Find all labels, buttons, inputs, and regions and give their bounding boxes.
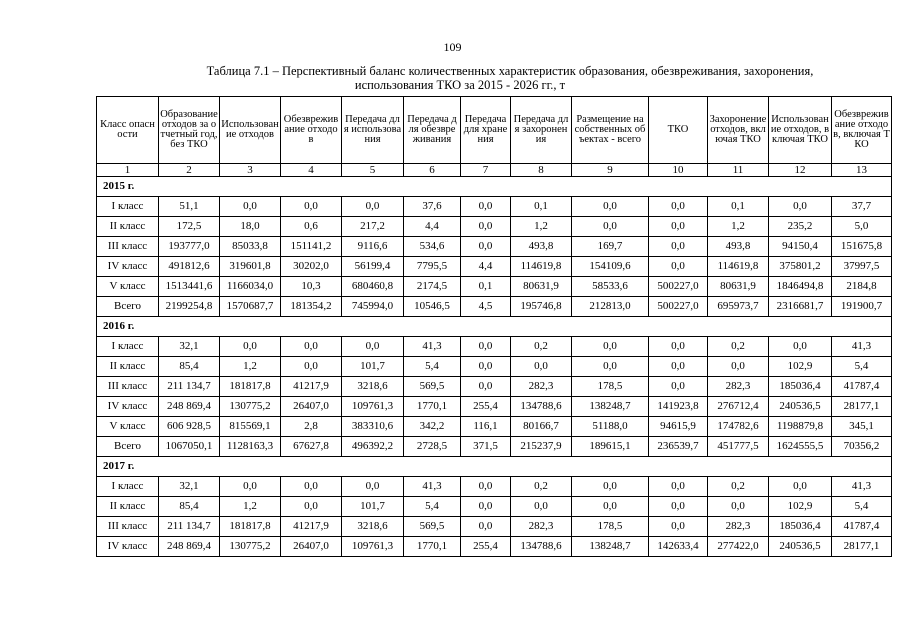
- year-section-row: [97, 457, 892, 477]
- value-cell: 215237,9: [511, 437, 572, 457]
- value-cell: 5,4: [832, 497, 892, 517]
- value-cell: 0,0: [572, 357, 649, 377]
- value-cell: 1770,1: [404, 537, 461, 557]
- value-cell: 41787,4: [832, 377, 892, 397]
- value-cell: 181817,8: [220, 517, 281, 537]
- value-cell: 277422,0: [708, 537, 769, 557]
- value-cell: 114619,8: [708, 257, 769, 277]
- column-number: 4: [281, 164, 342, 177]
- header-utilization: Использование отходов: [220, 97, 281, 164]
- column-number: 12: [769, 164, 832, 177]
- value-cell: 0,0: [461, 337, 511, 357]
- value-cell: 51,1: [159, 197, 220, 217]
- value-cell: 0,0: [220, 337, 281, 357]
- value-cell: 0,1: [511, 197, 572, 217]
- table-row: [97, 337, 892, 357]
- value-cell: 1128163,3: [220, 437, 281, 457]
- header-hazard-class: Класс опасности: [97, 97, 159, 164]
- value-cell: 0,0: [461, 237, 511, 257]
- value-cell: 0,0: [220, 477, 281, 497]
- value-cell: 94615,9: [649, 417, 708, 437]
- value-cell: 240536,5: [769, 537, 832, 557]
- value-cell: 451777,5: [708, 437, 769, 457]
- value-cell: 0,0: [572, 337, 649, 357]
- value-cell: 235,2: [769, 217, 832, 237]
- value-cell: 1513441,6: [159, 277, 220, 297]
- value-cell: 181354,2: [281, 297, 342, 317]
- table-row: [97, 357, 892, 377]
- table-row: [97, 517, 892, 537]
- header-neutralization-incl-tko: Обезвреживание отходов, включая ТКО: [832, 97, 892, 164]
- value-cell: 26407,0: [281, 397, 342, 417]
- value-cell: 32,1: [159, 477, 220, 497]
- value-cell: 500227,0: [649, 297, 708, 317]
- value-cell: 0,6: [281, 217, 342, 237]
- hazard-class-cell: V класс: [97, 277, 159, 297]
- value-cell: 534,6: [404, 237, 461, 257]
- table-row: [97, 197, 892, 217]
- page-number: 109: [443, 40, 462, 54]
- value-cell: 0,0: [511, 357, 572, 377]
- value-cell: 3218,6: [342, 517, 404, 537]
- value-cell: 189615,1: [572, 437, 649, 457]
- value-cell: 0,2: [708, 477, 769, 497]
- value-cell: 0,0: [572, 197, 649, 217]
- value-cell: 101,7: [342, 357, 404, 377]
- hazard-class-cell: III класс: [97, 377, 159, 397]
- value-cell: 134788,6: [511, 537, 572, 557]
- value-cell: 195746,8: [511, 297, 572, 317]
- value-cell: 141923,8: [649, 397, 708, 417]
- header-generation: Образование отходов за отчетный год, без ТКО: [159, 97, 220, 164]
- value-cell: 319601,8: [220, 257, 281, 277]
- balance-table: [96, 96, 892, 557]
- value-cell: 70356,2: [832, 437, 892, 457]
- header-transfer-burial: Передача для захоронения: [511, 97, 572, 164]
- value-cell: 178,5: [572, 377, 649, 397]
- value-cell: 0,0: [281, 357, 342, 377]
- hazard-class-cell: I класс: [97, 477, 159, 497]
- caption-line-2: использования ТКО за 2015 - 2026 гг., т: [354, 78, 566, 92]
- value-cell: 345,1: [832, 417, 892, 437]
- hazard-class-cell: III класс: [97, 237, 159, 257]
- value-cell: 172,5: [159, 217, 220, 237]
- value-cell: 41,3: [404, 337, 461, 357]
- value-cell: 94150,4: [769, 237, 832, 257]
- header-transfer-storage: Передача для хранения: [461, 97, 511, 164]
- value-cell: 0,0: [461, 477, 511, 497]
- value-cell: 0,0: [342, 197, 404, 217]
- value-cell: 5,4: [404, 497, 461, 517]
- column-number: 1: [97, 164, 159, 177]
- value-cell: 0,0: [281, 477, 342, 497]
- value-cell: 0,0: [649, 217, 708, 237]
- column-number: 11: [708, 164, 769, 177]
- value-cell: 80631,9: [511, 277, 572, 297]
- hazard-class-cell: IV класс: [97, 257, 159, 277]
- value-cell: 151141,2: [281, 237, 342, 257]
- value-cell: 248 869,4: [159, 397, 220, 417]
- value-cell: 0,0: [572, 497, 649, 517]
- column-number: 9: [572, 164, 649, 177]
- value-cell: 0,0: [461, 497, 511, 517]
- header-tko: ТКО: [649, 97, 708, 164]
- value-cell: 282,3: [511, 517, 572, 537]
- year-label: 2015 г.: [97, 177, 892, 197]
- value-cell: 0,2: [511, 477, 572, 497]
- hazard-class-cell: II класс: [97, 357, 159, 377]
- column-number: 8: [511, 164, 572, 177]
- value-cell: 102,9: [769, 357, 832, 377]
- value-cell: 130775,2: [220, 397, 281, 417]
- hazard-class-cell: IV класс: [97, 537, 159, 557]
- value-cell: 185036,4: [769, 377, 832, 397]
- value-cell: 5,4: [832, 357, 892, 377]
- value-cell: 41,3: [832, 477, 892, 497]
- value-cell: 134788,6: [511, 397, 572, 417]
- value-cell: 18,0: [220, 217, 281, 237]
- value-cell: 680460,8: [342, 277, 404, 297]
- table-row: [97, 237, 892, 257]
- value-cell: 0,2: [511, 337, 572, 357]
- value-cell: 0,0: [649, 517, 708, 537]
- value-cell: 142633,4: [649, 537, 708, 557]
- value-cell: 2184,8: [832, 277, 892, 297]
- value-cell: 151675,8: [832, 237, 892, 257]
- value-cell: 109761,3: [342, 537, 404, 557]
- value-cell: 0,1: [708, 197, 769, 217]
- value-cell: 28177,1: [832, 537, 892, 557]
- value-cell: 178,5: [572, 517, 649, 537]
- value-cell: 2316681,7: [769, 297, 832, 317]
- value-cell: 569,5: [404, 377, 461, 397]
- value-cell: 606 928,5: [159, 417, 220, 437]
- value-cell: 41,3: [832, 337, 892, 357]
- value-cell: 0,0: [511, 497, 572, 517]
- value-cell: 815569,1: [220, 417, 281, 437]
- value-cell: 255,4: [461, 397, 511, 417]
- header-use-incl-tko: Использование отходов, включая ТКО: [769, 97, 832, 164]
- value-cell: 130775,2: [220, 537, 281, 557]
- hazard-class-cell: III класс: [97, 517, 159, 537]
- value-cell: 375801,2: [769, 257, 832, 277]
- caption-line-1: Таблица 7.1 – Перспективный баланс количественных характеристик образования, обезвреживания, захоронения,: [206, 64, 814, 78]
- table-row: [97, 497, 892, 517]
- value-cell: 85,4: [159, 357, 220, 377]
- value-cell: 37,6: [404, 197, 461, 217]
- value-cell: 493,8: [708, 237, 769, 257]
- value-cell: 3218,6: [342, 377, 404, 397]
- value-cell: 1846494,8: [769, 277, 832, 297]
- value-cell: 4,4: [404, 217, 461, 237]
- value-cell: 1,2: [220, 357, 281, 377]
- value-cell: 0,0: [649, 497, 708, 517]
- value-cell: 0,0: [769, 197, 832, 217]
- value-cell: 26407,0: [281, 537, 342, 557]
- value-cell: 2174,5: [404, 277, 461, 297]
- column-number: 13: [832, 164, 892, 177]
- hazard-class-cell: I класс: [97, 337, 159, 357]
- value-cell: 1570687,7: [220, 297, 281, 317]
- value-cell: 80166,7: [511, 417, 572, 437]
- value-cell: 1198879,8: [769, 417, 832, 437]
- value-cell: 1166034,0: [220, 277, 281, 297]
- value-cell: 10546,5: [404, 297, 461, 317]
- value-cell: 2199254,8: [159, 297, 220, 317]
- value-cell: 193777,0: [159, 237, 220, 257]
- value-cell: 0,0: [281, 197, 342, 217]
- value-cell: 0,0: [769, 477, 832, 497]
- value-cell: 154109,6: [572, 257, 649, 277]
- value-cell: 41787,4: [832, 517, 892, 537]
- value-cell: 51188,0: [572, 417, 649, 437]
- table-body: [97, 177, 892, 557]
- value-cell: 37,7: [832, 197, 892, 217]
- table-row: [97, 297, 892, 317]
- value-cell: 169,7: [572, 237, 649, 257]
- year-section-row: [97, 317, 892, 337]
- value-cell: 138248,7: [572, 397, 649, 417]
- value-cell: 0,0: [649, 477, 708, 497]
- value-cell: 0,0: [708, 357, 769, 377]
- value-cell: 0,0: [461, 517, 511, 537]
- value-cell: 0,0: [461, 197, 511, 217]
- value-cell: 5,0: [832, 217, 892, 237]
- value-cell: 0,2: [708, 337, 769, 357]
- value-cell: 342,2: [404, 417, 461, 437]
- value-cell: 282,3: [708, 377, 769, 397]
- value-cell: 85,4: [159, 497, 220, 517]
- value-cell: 37997,5: [832, 257, 892, 277]
- header-neutralization: Обезвреживание отходов: [281, 97, 342, 164]
- value-cell: 217,2: [342, 217, 404, 237]
- value-cell: 67627,8: [281, 437, 342, 457]
- year-label: 2016 г.: [97, 317, 892, 337]
- value-cell: 1067050,1: [159, 437, 220, 457]
- value-cell: 236539,7: [649, 437, 708, 457]
- value-cell: 0,0: [572, 217, 649, 237]
- table-row: [97, 417, 892, 437]
- table-row: [97, 397, 892, 417]
- hazard-class-cell: II класс: [97, 217, 159, 237]
- value-cell: 32,1: [159, 337, 220, 357]
- value-cell: 0,0: [649, 237, 708, 257]
- value-cell: 102,9: [769, 497, 832, 517]
- value-cell: 0,0: [342, 477, 404, 497]
- value-cell: 0,0: [281, 337, 342, 357]
- value-cell: 116,1: [461, 417, 511, 437]
- value-cell: 371,5: [461, 437, 511, 457]
- value-cell: 0,0: [649, 337, 708, 357]
- value-cell: 2,8: [281, 417, 342, 437]
- value-cell: 695973,7: [708, 297, 769, 317]
- column-number: 10: [649, 164, 708, 177]
- value-cell: 5,4: [404, 357, 461, 377]
- value-cell: 56199,4: [342, 257, 404, 277]
- table-row: [97, 477, 892, 497]
- value-cell: 491812,6: [159, 257, 220, 277]
- value-cell: 276712,4: [708, 397, 769, 417]
- table-row: [97, 277, 892, 297]
- value-cell: 138248,7: [572, 537, 649, 557]
- year-section-row: [97, 177, 892, 197]
- value-cell: 0,0: [649, 377, 708, 397]
- column-number-row: [97, 164, 892, 177]
- header-burial-incl-tko: Захоронение отходов, включая ТКО: [708, 97, 769, 164]
- value-cell: 174782,6: [708, 417, 769, 437]
- value-cell: 7795,5: [404, 257, 461, 277]
- value-cell: 0,0: [220, 197, 281, 217]
- hazard-class-cell: Всего: [97, 297, 159, 317]
- value-cell: 28177,1: [832, 397, 892, 417]
- value-cell: 255,4: [461, 537, 511, 557]
- value-cell: 0,0: [649, 257, 708, 277]
- value-cell: 41,3: [404, 477, 461, 497]
- value-cell: 0,0: [708, 497, 769, 517]
- value-cell: 0,0: [461, 377, 511, 397]
- value-cell: 211 134,7: [159, 517, 220, 537]
- value-cell: 4,4: [461, 257, 511, 277]
- value-cell: 0,0: [649, 357, 708, 377]
- hazard-class-cell: II класс: [97, 497, 159, 517]
- value-cell: 500227,0: [649, 277, 708, 297]
- value-cell: 1,2: [708, 217, 769, 237]
- table-caption: [130, 64, 890, 92]
- value-cell: 30202,0: [281, 257, 342, 277]
- value-cell: 0,0: [769, 337, 832, 357]
- value-cell: 282,3: [708, 517, 769, 537]
- value-cell: 2728,5: [404, 437, 461, 457]
- value-cell: 41217,9: [281, 517, 342, 537]
- column-number: 5: [342, 164, 404, 177]
- value-cell: 109761,3: [342, 397, 404, 417]
- value-cell: 80631,9: [708, 277, 769, 297]
- hazard-class-cell: Всего: [97, 437, 159, 457]
- value-cell: 9116,6: [342, 237, 404, 257]
- hazard-class-cell: I класс: [97, 197, 159, 217]
- value-cell: 569,5: [404, 517, 461, 537]
- header-row: [97, 97, 892, 164]
- table-row: [97, 377, 892, 397]
- header-transfer-neutralization: Передача для обезвреживания: [404, 97, 461, 164]
- header-transfer-use: Передача для использования: [342, 97, 404, 164]
- value-cell: 1,2: [220, 497, 281, 517]
- value-cell: 282,3: [511, 377, 572, 397]
- table-row: [97, 537, 892, 557]
- value-cell: 58533,6: [572, 277, 649, 297]
- value-cell: 114619,8: [511, 257, 572, 277]
- column-number: 2: [159, 164, 220, 177]
- value-cell: 191900,7: [832, 297, 892, 317]
- value-cell: 1624555,5: [769, 437, 832, 457]
- value-cell: 493,8: [511, 237, 572, 257]
- header-placement-own: Размещение на собственных объектах - всего: [572, 97, 649, 164]
- column-number: 7: [461, 164, 511, 177]
- value-cell: 41217,9: [281, 377, 342, 397]
- value-cell: 211 134,7: [159, 377, 220, 397]
- year-label: 2017 г.: [97, 457, 892, 477]
- value-cell: 0,0: [572, 477, 649, 497]
- value-cell: 1,2: [511, 217, 572, 237]
- table-row: [97, 437, 892, 457]
- value-cell: 745994,0: [342, 297, 404, 317]
- value-cell: 1770,1: [404, 397, 461, 417]
- column-number: 3: [220, 164, 281, 177]
- value-cell: 85033,8: [220, 237, 281, 257]
- value-cell: 240536,5: [769, 397, 832, 417]
- value-cell: 248 869,4: [159, 537, 220, 557]
- value-cell: 101,7: [342, 497, 404, 517]
- value-cell: 0,0: [342, 337, 404, 357]
- value-cell: 185036,4: [769, 517, 832, 537]
- value-cell: 383310,6: [342, 417, 404, 437]
- value-cell: 0,0: [649, 197, 708, 217]
- value-cell: 212813,0: [572, 297, 649, 317]
- hazard-class-cell: V класс: [97, 417, 159, 437]
- value-cell: 0,0: [461, 217, 511, 237]
- value-cell: 496392,2: [342, 437, 404, 457]
- value-cell: 0,0: [461, 357, 511, 377]
- value-cell: 0,1: [461, 277, 511, 297]
- value-cell: 181817,8: [220, 377, 281, 397]
- value-cell: 4,5: [461, 297, 511, 317]
- table-row: [97, 257, 892, 277]
- column-number: 6: [404, 164, 461, 177]
- value-cell: 10,3: [281, 277, 342, 297]
- value-cell: 0,0: [281, 497, 342, 517]
- table-row: [97, 217, 892, 237]
- hazard-class-cell: IV класс: [97, 397, 159, 417]
